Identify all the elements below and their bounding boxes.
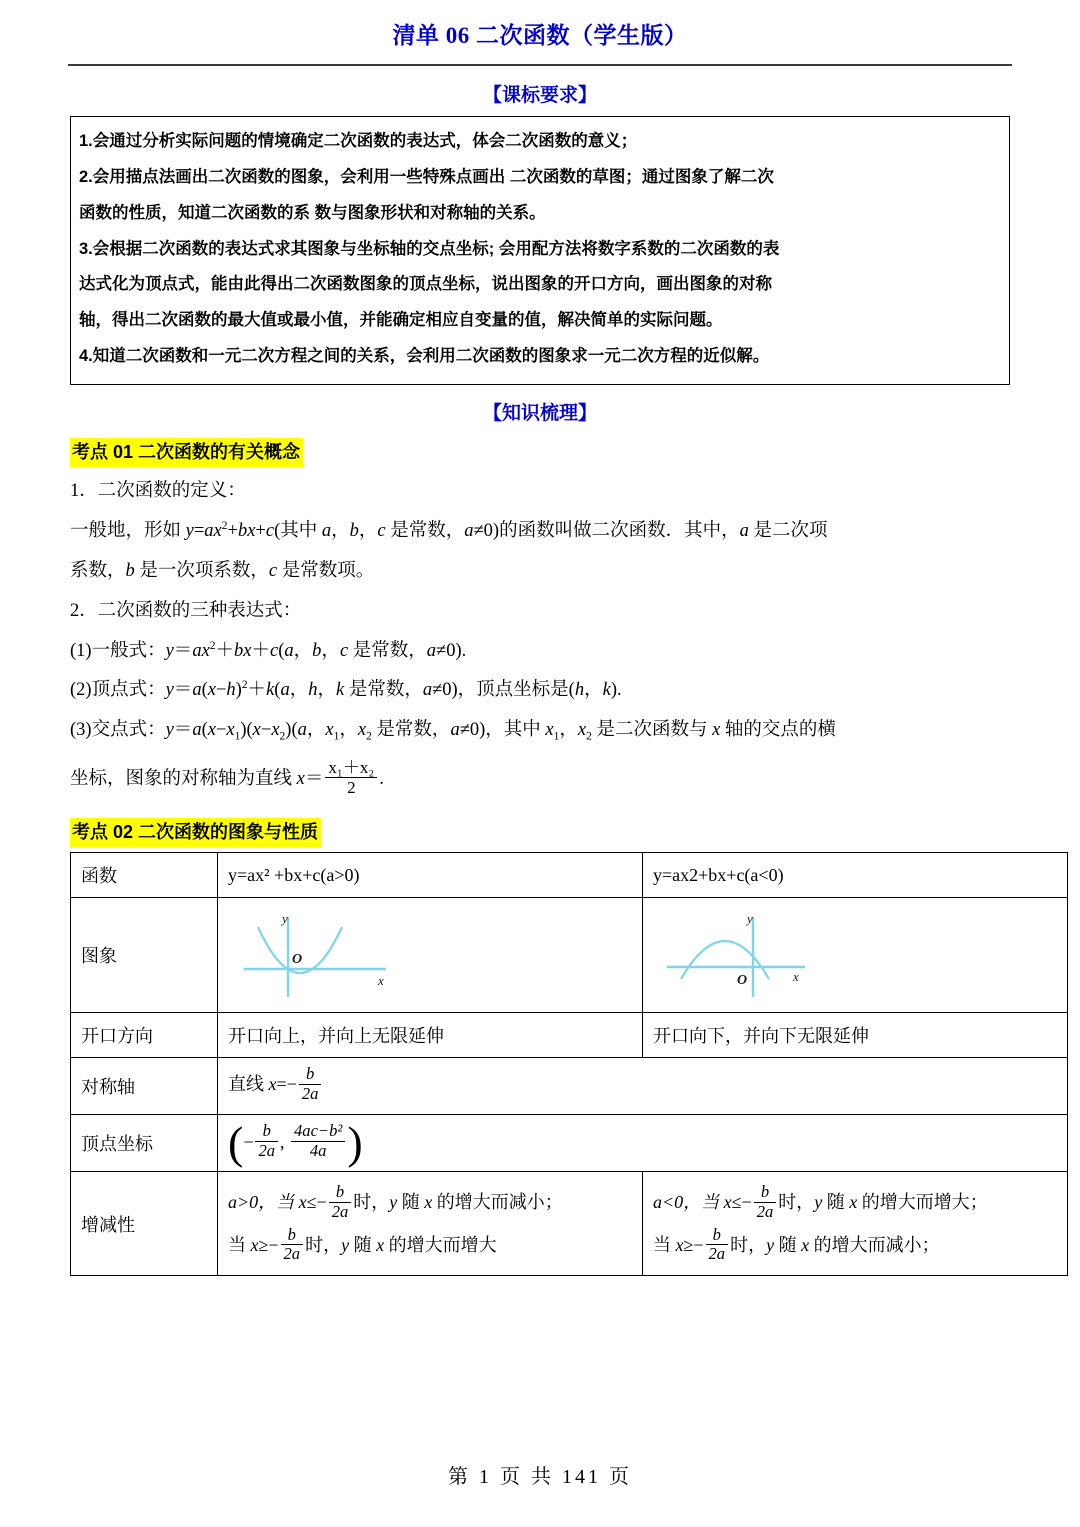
parabola-up-graph bbox=[228, 907, 428, 1003]
subscript-2: 2 bbox=[279, 730, 286, 743]
line-text: 随 bbox=[397, 1192, 425, 1213]
var-x: x bbox=[712, 720, 721, 741]
fraction-numerator: x₁＋x₂ bbox=[328, 758, 375, 778]
row-label-opening: 开口方向 bbox=[71, 1013, 218, 1058]
y-axis-label: y bbox=[747, 911, 753, 927]
requirement-item: 3.会根据二次函数的表达式求其图象与坐标轴的交点坐标; 会用配方法将数字系数的二次函数的表 bbox=[79, 239, 780, 258]
var-x: x bbox=[298, 1192, 307, 1213]
line-text: 时， bbox=[778, 1192, 815, 1213]
subscript-1: 1 bbox=[553, 730, 560, 743]
var-x: x bbox=[226, 720, 235, 741]
var-x: x bbox=[252, 720, 261, 741]
equals-minus: =− bbox=[276, 1074, 297, 1095]
knowledge-review-label: 【知识梳理】 bbox=[482, 403, 597, 425]
fraction-numerator: b bbox=[262, 1121, 271, 1141]
form-text: ≠0)，顶点坐标是( bbox=[432, 680, 575, 701]
header-divider bbox=[68, 64, 1012, 66]
var-x: x bbox=[325, 720, 334, 741]
kaodian-02-heading: 考点 02 二次函数的图象与性质 bbox=[70, 818, 321, 847]
fraction-4ac-minus-b2-over-4a bbox=[291, 1122, 345, 1160]
var-c: c bbox=[270, 640, 279, 661]
var-k: k bbox=[602, 680, 611, 701]
var-b: b bbox=[312, 640, 322, 661]
subscript-2: 2 bbox=[366, 730, 372, 743]
form-text: ≠0). bbox=[436, 640, 467, 661]
var-x: x bbox=[357, 720, 367, 741]
var-a: a bbox=[450, 720, 460, 741]
subscript-1: 1 bbox=[333, 730, 340, 743]
line-text: 的增大而减小； bbox=[809, 1234, 940, 1255]
left-bracket: ( bbox=[228, 1116, 244, 1168]
requirement-item: 达式化为顶点式，能由此得出二次函数图象的顶点坐标，说出图象的开口方向，画出图象的对称 bbox=[79, 275, 772, 294]
def-text: 是常数， bbox=[385, 521, 465, 542]
fraction-numerator: b bbox=[335, 1182, 345, 1202]
monotonicity-a-line-2 bbox=[228, 1224, 632, 1266]
parabola-down-graph-cell bbox=[643, 898, 1068, 1013]
var-x: x bbox=[213, 521, 222, 542]
var-a: a bbox=[739, 521, 749, 542]
fraction-numerator: 4ac−b² bbox=[294, 1121, 343, 1141]
var-a: a bbox=[321, 521, 332, 542]
line-text: 当 bbox=[653, 1234, 676, 1255]
var-a: a bbox=[192, 640, 202, 661]
inequality: ≥− bbox=[683, 1234, 704, 1255]
var-x: x bbox=[675, 1234, 684, 1255]
var-a: a bbox=[192, 680, 202, 701]
var-x: x bbox=[243, 640, 252, 661]
var-y: y bbox=[165, 640, 174, 661]
line-text: 的增大而增大 bbox=[384, 1234, 497, 1255]
knowledge-content bbox=[70, 438, 1010, 847]
origin-label: O bbox=[292, 952, 303, 968]
fraction-b-over-2a bbox=[299, 1065, 322, 1103]
var-a: a bbox=[464, 521, 474, 542]
fraction-denominator: 2a bbox=[301, 1083, 319, 1103]
row-label-graph: 图象 bbox=[71, 898, 218, 1013]
var-b: b bbox=[234, 640, 244, 661]
fraction-denominator: 2a bbox=[258, 1140, 276, 1160]
parabola-down-graph bbox=[653, 907, 853, 1003]
opening-down-text: 开口向下，并向下无限延伸 bbox=[643, 1013, 1068, 1058]
var-a: a bbox=[426, 640, 437, 661]
def-eq: = bbox=[193, 521, 205, 542]
fraction-denominator: 2a bbox=[708, 1244, 726, 1264]
table-row-opening-direction bbox=[71, 1013, 1068, 1058]
var-x: x bbox=[545, 720, 554, 741]
requirement-item: 函数的性质，知道二次函数的系 数与图象形状和对称轴的关系。 bbox=[79, 203, 546, 222]
line-text: 时， bbox=[353, 1192, 390, 1213]
y-axis-label: y bbox=[282, 911, 288, 927]
fraction-numerator: b bbox=[305, 1064, 315, 1084]
condition-prefix: a>0，当 bbox=[228, 1192, 299, 1213]
parabola-curve-down bbox=[681, 941, 769, 979]
var-x: x bbox=[207, 720, 216, 741]
definition-line-2 bbox=[70, 552, 1010, 592]
symmetry-axis-line: 坐标，图象的对称轴为直线 x＝ $\frac{\text{x₁＋x₂}}{2}$ . bbox=[70, 758, 384, 798]
inequality: ≤− bbox=[731, 1192, 752, 1213]
form-text: ≠0)，其中 bbox=[459, 720, 546, 741]
var-a: a bbox=[280, 680, 290, 701]
var-h: h bbox=[308, 680, 318, 701]
monotonicity-positive-a bbox=[218, 1172, 643, 1276]
def-text: (其中 bbox=[274, 521, 322, 542]
origin-label: O bbox=[737, 973, 748, 989]
fraction-b-over-2a bbox=[706, 1226, 729, 1264]
form-label: (3)交点式： bbox=[70, 720, 166, 741]
form-text: 是常数， bbox=[371, 720, 451, 741]
monotonicity-a-line-1 bbox=[228, 1181, 632, 1223]
var-y: y bbox=[165, 680, 174, 701]
course-requirements-box bbox=[70, 116, 1010, 386]
comma: ， bbox=[331, 521, 350, 542]
kaodian-01-heading-wrap bbox=[70, 438, 1010, 467]
expression-general-form: (1)一般式：$y=ax^2+bx+c(a$，b，c 是常数，a≠0). bbox=[70, 639, 467, 661]
form-text: 是常数， bbox=[348, 640, 427, 661]
subscript-2: 2 bbox=[586, 730, 592, 743]
var-c: c bbox=[268, 561, 278, 581]
line-text: 随 bbox=[349, 1234, 377, 1255]
var-x: x bbox=[376, 1234, 385, 1255]
page-footer: 第 1 页 共 141 页 bbox=[448, 1466, 632, 1488]
table-row-vertex-coordinates bbox=[71, 1115, 1068, 1172]
fraction-b-over-2a bbox=[281, 1226, 304, 1264]
table-row-graph bbox=[71, 898, 1068, 1013]
var-y: y bbox=[185, 521, 194, 542]
vertex-coordinates-expression: (− $\frac{b}{2a}$ , $\frac{\text{4ac−b²}}{4a}$ ) bbox=[228, 1116, 363, 1168]
form-text: 轴的交点的横 bbox=[720, 720, 836, 741]
fraction-b-over-2a bbox=[255, 1122, 278, 1160]
monotonicity-b-line-2 bbox=[653, 1224, 1057, 1266]
row-label-monotonicity: 增减性 bbox=[71, 1172, 218, 1276]
def-text: 系数， bbox=[70, 561, 126, 581]
var-c: c bbox=[265, 521, 275, 542]
exponent-2: 2 bbox=[241, 679, 248, 692]
fraction-numerator: b bbox=[712, 1224, 721, 1244]
right-bracket: ) bbox=[347, 1116, 363, 1168]
fraction-b-over-2a bbox=[329, 1183, 352, 1221]
plus: + bbox=[255, 521, 266, 542]
condition-prefix: a<0，当 bbox=[653, 1192, 724, 1213]
line-text: 的增大而增大； bbox=[857, 1192, 988, 1213]
fraction-denominator: 2a bbox=[283, 1244, 301, 1264]
var-x: x bbox=[207, 680, 216, 701]
var-b: b bbox=[349, 521, 359, 542]
var-x: x bbox=[296, 768, 305, 789]
requirement-item: 4.知道二次函数和一元二次方程之间的关系，会利用二次函数的图象求一元二次方程的近似解。 bbox=[79, 347, 770, 366]
fraction-denominator: 4a bbox=[309, 1140, 327, 1160]
form-text: ). bbox=[610, 680, 622, 701]
var-c: c bbox=[339, 640, 349, 661]
expressions-title: 2．二次函数的三种表达式： bbox=[70, 600, 302, 621]
x-axis-label: x bbox=[793, 969, 799, 985]
var-k: k bbox=[266, 680, 275, 701]
course-requirements-label: 【课标要求】 bbox=[482, 84, 597, 106]
var-x: x bbox=[424, 1192, 433, 1213]
parabola-up-graph-cell bbox=[218, 898, 643, 1013]
opening-up-text: 开口向上，并向上无限延伸 bbox=[218, 1013, 643, 1058]
row-label-vertex: 顶点坐标 bbox=[71, 1115, 218, 1172]
requirement-item: 2.会用描点法画出二次函数的图象，会利用一些特殊点画出 二次函数的草图；通过图象了解二次 bbox=[79, 167, 774, 186]
var-x: x bbox=[247, 521, 256, 542]
x-axis-label: x bbox=[378, 973, 384, 989]
expression-vertex-form: (2)顶点式：$y=a(x-h)^2+k(a$，h，k 是常数，a≠0)，顶点坐标是(h，k). bbox=[70, 679, 622, 701]
var-x: x bbox=[801, 1234, 810, 1255]
exponent-2: 2 bbox=[221, 520, 228, 533]
comma: ， bbox=[584, 680, 603, 701]
var-y: y bbox=[389, 1192, 398, 1213]
var-a: a bbox=[204, 521, 214, 542]
form-label: (1)一般式： bbox=[70, 640, 166, 661]
def-text: 是二次项 bbox=[748, 521, 828, 542]
fraction-numerator: b bbox=[760, 1182, 770, 1202]
page-title: 清单 06 二次函数（学生版） bbox=[392, 23, 688, 48]
fraction-b-over-2a bbox=[754, 1183, 777, 1221]
var-x: x bbox=[577, 720, 587, 741]
vertex-coordinates-formula bbox=[218, 1115, 1068, 1172]
exponent-2: 2 bbox=[209, 639, 216, 652]
var-k: k bbox=[335, 680, 345, 701]
symmetry-axis-formula bbox=[218, 1058, 1068, 1115]
fraction-numerator: b bbox=[287, 1224, 296, 1244]
inequality: ≤− bbox=[306, 1192, 327, 1213]
subscript-1: 1 bbox=[234, 730, 241, 743]
def-text: 是常数项。 bbox=[277, 561, 375, 581]
form-text: 是常数， bbox=[344, 680, 423, 701]
var-x: x bbox=[849, 1192, 858, 1213]
form-label: (2)顶点式： bbox=[70, 680, 166, 701]
line-text: 时， bbox=[730, 1234, 767, 1255]
def-text: ≠0)的函数叫做二次函数．其中， bbox=[473, 521, 740, 542]
var-h: h bbox=[226, 680, 236, 701]
var-b: b bbox=[237, 521, 248, 542]
requirement-item: 1.会通过分析实际问题的情境确定二次函数的表达式，体会二次函数的意义； bbox=[79, 131, 638, 150]
var-a: a bbox=[192, 720, 202, 741]
var-x: x bbox=[201, 640, 210, 661]
var-y: y bbox=[165, 720, 174, 741]
form-text: 坐标，图象的对称轴为直线 bbox=[70, 768, 297, 789]
expression-intercept-form: (3)交点式：$y=a(x-x_1)(x-x_2)(a$，$x_1$，$x_2$ 是常数，a≠0)，其中 $x_1$，$x_2$ 是二次函数与 x 轴的交点的横 bbox=[70, 720, 836, 743]
row-label-symmetry-axis: 对称轴 bbox=[71, 1058, 218, 1115]
var-x: x bbox=[723, 1192, 732, 1213]
var-x: x bbox=[250, 1234, 259, 1255]
fraction-denominator: 2a bbox=[331, 1201, 349, 1221]
fraction-denominator: 2a bbox=[756, 1201, 774, 1221]
line-prefix: 直线 bbox=[228, 1074, 269, 1095]
fraction-x1-plus-x2-over-2 bbox=[325, 758, 377, 797]
var-c: c bbox=[377, 521, 386, 542]
def-text: 是一次项系数， bbox=[134, 561, 269, 581]
row-label-function: 函数 bbox=[71, 853, 218, 898]
monotonicity-negative-a bbox=[643, 1172, 1068, 1276]
function-positive-a: y=ax² +bx+c(a>0) bbox=[218, 853, 643, 898]
form-text: 是二次函数与 bbox=[591, 720, 713, 741]
kaodian-01-heading: 考点 01 二次函数的有关概念 bbox=[70, 438, 303, 467]
line-text: 的增大而减小； bbox=[432, 1192, 563, 1213]
line-text: 随 bbox=[774, 1234, 802, 1255]
var-y: y bbox=[766, 1234, 775, 1255]
var-y: y bbox=[341, 1234, 350, 1255]
function-negative-a: y=ax2+bx+c(a<0) bbox=[643, 853, 1068, 898]
inequality: ≥− bbox=[258, 1234, 279, 1255]
var-b: b bbox=[125, 561, 135, 581]
var-y: y bbox=[814, 1192, 823, 1213]
definition-title: 1．二次函数的定义： bbox=[70, 481, 246, 502]
table-row-function bbox=[71, 853, 1068, 898]
var-a: a bbox=[422, 680, 433, 701]
var-a: a bbox=[297, 720, 307, 741]
line-text: 随 bbox=[822, 1192, 850, 1213]
line-text: 时， bbox=[305, 1234, 342, 1255]
symmetry-axis-expression bbox=[228, 1064, 323, 1103]
plus: + bbox=[227, 521, 238, 542]
table-row-symmetry-axis bbox=[71, 1058, 1068, 1115]
table-row-monotonicity bbox=[71, 1172, 1068, 1276]
def-text: 一般地，形如 bbox=[70, 521, 186, 542]
requirement-item: 轴，得出二次函数的最大值或最小值，并能确定相应自变量的值，解决简单的实际问题。 bbox=[79, 311, 723, 330]
comma: ， bbox=[358, 521, 378, 542]
var-a: a bbox=[284, 640, 294, 661]
fraction-denominator: 2 bbox=[325, 777, 377, 797]
var-x: x bbox=[268, 1074, 277, 1095]
var-h: h bbox=[574, 680, 585, 701]
kaodian-02-heading-wrap bbox=[70, 818, 1010, 847]
monotonicity-b-line-1 bbox=[653, 1181, 1057, 1223]
var-x: x bbox=[271, 720, 280, 741]
line-text: 当 bbox=[228, 1234, 251, 1255]
properties-table bbox=[70, 852, 1068, 1276]
definition-line-1 bbox=[70, 512, 1010, 552]
